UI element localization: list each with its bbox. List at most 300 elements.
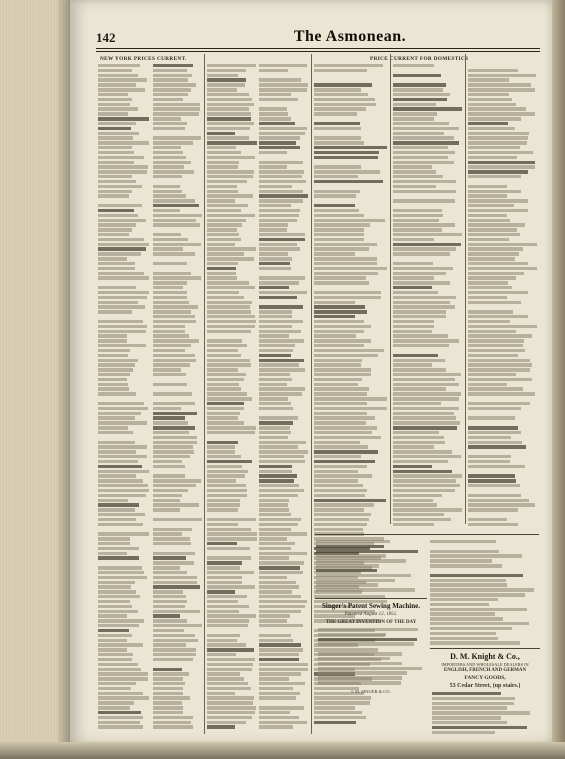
print-line xyxy=(259,330,301,333)
print-line xyxy=(153,643,186,646)
print-line xyxy=(393,204,441,207)
print-line xyxy=(98,619,144,622)
print-line xyxy=(207,305,250,308)
print-line xyxy=(98,223,136,226)
print-line xyxy=(98,441,135,444)
print-line xyxy=(259,305,303,308)
print-line xyxy=(314,69,367,72)
singer-ad-body xyxy=(318,628,424,686)
print-line xyxy=(153,117,181,120)
print-line xyxy=(430,554,522,557)
print-line xyxy=(259,262,290,265)
print-line xyxy=(207,470,248,473)
print-line xyxy=(207,170,254,173)
print-line xyxy=(468,402,530,405)
print-line xyxy=(259,363,299,366)
print-line xyxy=(430,588,534,591)
print-line xyxy=(207,508,238,511)
print-line xyxy=(98,687,131,690)
print-line xyxy=(98,363,135,366)
print-line xyxy=(430,545,517,548)
print-line xyxy=(207,223,242,226)
print-line xyxy=(393,450,452,453)
print-line xyxy=(314,296,381,299)
print-line xyxy=(98,392,136,395)
print-line xyxy=(314,696,371,699)
print-line xyxy=(393,209,442,212)
print-line xyxy=(468,194,507,197)
print-line xyxy=(98,402,144,405)
print-line xyxy=(393,407,459,410)
print-line xyxy=(207,532,257,535)
print-line xyxy=(314,204,355,207)
print-line xyxy=(393,161,454,164)
print-line xyxy=(318,642,414,645)
print-line xyxy=(259,629,301,632)
print-line xyxy=(153,721,191,724)
print-line xyxy=(432,716,501,719)
print-line xyxy=(98,552,127,555)
prices-column-1b xyxy=(153,64,202,730)
print-line xyxy=(259,257,292,260)
book-bottom-edge xyxy=(0,742,565,759)
print-line xyxy=(314,117,384,120)
print-line xyxy=(393,141,459,144)
print-line xyxy=(259,677,289,680)
print-line xyxy=(316,579,395,582)
print-line xyxy=(468,305,512,308)
print-line xyxy=(153,547,192,550)
print-line xyxy=(259,537,287,540)
print-line xyxy=(316,583,378,586)
print-line xyxy=(259,156,308,159)
print-line xyxy=(468,310,513,313)
print-line xyxy=(207,566,240,569)
print-line xyxy=(153,223,200,226)
print-line xyxy=(207,214,255,217)
print-line xyxy=(393,378,455,381)
print-line xyxy=(153,711,183,714)
print-line xyxy=(259,98,298,101)
print-line xyxy=(468,209,528,212)
print-line xyxy=(98,692,143,695)
print-line xyxy=(98,310,132,313)
print-line xyxy=(207,465,242,468)
print-line xyxy=(468,247,523,250)
print-line xyxy=(259,252,288,255)
print-line xyxy=(207,455,241,458)
print-line xyxy=(207,711,255,714)
print-line xyxy=(153,209,180,212)
print-line xyxy=(98,610,138,613)
print-line xyxy=(207,436,253,439)
print-line xyxy=(98,711,141,714)
print-line xyxy=(153,518,202,521)
print-line xyxy=(468,508,518,511)
print-line xyxy=(468,426,518,429)
print-line xyxy=(314,484,363,487)
singer-ad-patented: Patented August 12, 1851. xyxy=(344,612,398,617)
print-line xyxy=(153,238,188,241)
masthead-rule xyxy=(96,48,540,49)
print-line xyxy=(393,349,443,352)
print-line xyxy=(98,532,149,535)
print-line xyxy=(468,339,524,342)
print-line xyxy=(98,165,148,168)
print-line xyxy=(207,571,254,574)
ad-section-rule xyxy=(315,534,539,535)
print-line xyxy=(98,614,127,617)
print-line xyxy=(259,561,304,564)
print-line xyxy=(153,161,191,164)
print-line xyxy=(259,581,296,584)
print-line xyxy=(259,441,306,444)
print-line xyxy=(98,354,128,357)
print-line xyxy=(153,107,200,110)
print-line xyxy=(98,320,143,323)
print-line xyxy=(259,460,305,463)
singer-ad-invention: THE GREAT INVENTION OF THE DAY xyxy=(325,620,417,625)
print-line xyxy=(316,550,418,553)
print-line xyxy=(259,175,302,178)
print-line xyxy=(207,421,244,424)
print-line xyxy=(98,209,134,212)
print-line xyxy=(393,499,433,502)
print-line xyxy=(393,262,433,265)
print-line xyxy=(468,378,532,381)
print-line xyxy=(314,349,384,352)
print-line xyxy=(259,571,303,574)
print-line xyxy=(314,450,378,453)
print-line xyxy=(98,107,138,110)
print-line xyxy=(207,643,246,646)
print-line xyxy=(207,88,237,91)
print-line xyxy=(393,127,459,130)
print-line xyxy=(207,721,246,724)
print-line xyxy=(259,692,300,695)
print-line xyxy=(259,397,288,400)
print-line xyxy=(468,518,507,521)
print-line xyxy=(430,603,489,606)
print-line xyxy=(314,88,361,91)
print-line xyxy=(468,83,531,86)
print-line xyxy=(259,387,305,390)
print-line xyxy=(259,672,301,675)
print-line xyxy=(98,151,134,154)
print-line xyxy=(259,276,305,279)
print-line xyxy=(259,725,293,728)
print-line xyxy=(207,363,251,366)
print-line xyxy=(259,334,289,337)
print-line xyxy=(259,421,293,424)
print-line xyxy=(153,349,185,352)
print-line xyxy=(153,267,185,270)
print-line xyxy=(393,431,439,434)
print-line xyxy=(393,64,434,67)
print-line xyxy=(259,83,308,86)
print-line xyxy=(314,223,370,226)
print-line xyxy=(98,93,128,96)
print-line xyxy=(153,571,187,574)
print-line xyxy=(468,450,507,453)
print-line xyxy=(207,499,240,502)
print-line xyxy=(468,301,521,304)
print-line xyxy=(153,387,191,390)
print-line xyxy=(314,199,362,202)
print-line xyxy=(259,658,299,661)
print-line xyxy=(153,83,196,86)
print-line xyxy=(98,98,132,101)
print-line xyxy=(468,132,529,135)
print-line xyxy=(314,214,364,217)
print-line xyxy=(314,262,377,265)
print-line xyxy=(207,219,246,222)
print-line xyxy=(314,465,367,468)
print-line xyxy=(98,238,144,241)
print-line xyxy=(393,83,446,86)
print-line xyxy=(468,276,516,279)
print-line xyxy=(314,503,374,506)
prices-column-2b xyxy=(259,64,309,730)
print-line xyxy=(207,267,236,270)
print-line xyxy=(393,373,461,376)
print-line xyxy=(207,310,251,313)
print-line xyxy=(318,652,402,655)
print-line xyxy=(259,455,304,458)
print-line xyxy=(259,127,307,130)
print-line xyxy=(153,219,196,222)
print-line xyxy=(259,474,297,477)
print-line xyxy=(207,426,256,429)
print-line xyxy=(207,64,256,67)
print-line xyxy=(153,296,187,299)
print-line xyxy=(98,421,147,424)
print-line xyxy=(98,658,132,661)
print-line xyxy=(153,315,195,318)
print-line xyxy=(468,107,526,110)
print-line xyxy=(259,392,302,395)
print-line xyxy=(98,600,130,603)
print-line xyxy=(430,564,502,567)
print-line xyxy=(393,383,459,386)
print-line xyxy=(98,518,136,521)
print-line xyxy=(393,281,450,284)
print-line xyxy=(98,465,142,468)
print-line xyxy=(207,658,255,661)
print-line xyxy=(468,136,528,139)
print-line xyxy=(259,532,307,535)
print-line xyxy=(314,276,366,279)
print-line xyxy=(259,523,298,526)
print-line xyxy=(98,648,127,651)
print-line xyxy=(207,639,237,642)
print-line xyxy=(98,716,143,719)
print-line xyxy=(259,518,301,521)
print-line xyxy=(468,272,524,275)
print-line xyxy=(153,455,190,458)
print-line xyxy=(314,146,387,149)
print-line xyxy=(207,320,256,323)
print-line xyxy=(98,281,135,284)
print-line xyxy=(207,518,256,521)
print-line xyxy=(153,648,196,651)
print-line xyxy=(314,161,370,164)
print-line xyxy=(259,663,308,666)
print-line xyxy=(468,296,507,299)
print-line xyxy=(393,93,450,96)
print-line xyxy=(314,523,367,526)
print-line xyxy=(314,185,382,188)
print-line xyxy=(259,368,305,371)
print-line xyxy=(207,315,255,318)
print-line xyxy=(468,161,535,164)
print-line xyxy=(153,281,187,284)
print-line xyxy=(468,165,535,168)
print-line xyxy=(207,93,249,96)
print-line xyxy=(98,576,147,579)
print-line xyxy=(259,508,289,511)
print-line xyxy=(98,566,142,569)
print-line xyxy=(393,175,443,178)
print-line xyxy=(314,156,378,159)
print-line xyxy=(393,267,453,270)
print-line xyxy=(314,252,355,255)
print-line xyxy=(98,663,138,666)
print-line xyxy=(314,272,378,275)
notice-text-block xyxy=(430,540,538,646)
column-rule xyxy=(465,54,466,524)
print-line xyxy=(468,180,512,183)
print-line xyxy=(314,711,362,714)
print-line xyxy=(314,320,364,323)
print-line xyxy=(314,421,366,424)
print-line xyxy=(153,397,197,400)
print-line xyxy=(393,88,443,91)
print-line xyxy=(98,180,136,183)
print-line xyxy=(314,238,364,241)
print-line xyxy=(468,465,525,468)
print-line xyxy=(393,228,442,231)
print-line xyxy=(259,484,299,487)
print-line xyxy=(393,146,448,149)
print-line xyxy=(207,629,248,632)
print-line xyxy=(153,590,183,593)
print-line xyxy=(153,653,196,656)
print-line xyxy=(98,175,132,178)
print-line xyxy=(393,190,456,193)
print-line xyxy=(468,103,516,106)
print-line xyxy=(314,175,358,178)
print-line xyxy=(98,412,141,415)
print-line xyxy=(259,247,300,250)
print-line xyxy=(98,214,138,217)
print-line xyxy=(259,281,299,284)
print-line xyxy=(259,566,300,569)
print-line xyxy=(430,540,496,543)
print-line xyxy=(259,161,303,164)
print-line xyxy=(207,127,250,130)
print-line xyxy=(259,325,292,328)
print-line xyxy=(98,83,136,86)
print-line xyxy=(430,569,503,572)
print-line xyxy=(430,583,507,586)
print-line xyxy=(98,161,134,164)
print-line xyxy=(153,610,200,613)
print-line xyxy=(98,416,135,419)
print-line xyxy=(468,479,516,482)
print-line xyxy=(153,585,200,588)
print-line xyxy=(430,574,523,577)
print-line xyxy=(259,170,304,173)
print-line xyxy=(98,639,127,642)
print-line xyxy=(98,479,143,482)
print-line xyxy=(153,98,183,101)
print-line xyxy=(259,696,296,699)
print-line xyxy=(259,132,305,135)
print-line xyxy=(393,315,446,318)
print-line xyxy=(314,132,361,135)
print-line xyxy=(153,600,187,603)
print-line xyxy=(98,696,149,699)
print-line xyxy=(98,624,139,627)
print-line xyxy=(98,426,128,429)
print-line xyxy=(430,598,498,601)
print-line xyxy=(314,402,367,405)
print-line xyxy=(259,585,299,588)
print-line xyxy=(207,373,246,376)
print-line xyxy=(393,214,443,217)
print-line xyxy=(314,267,387,270)
print-line xyxy=(259,185,292,188)
print-line xyxy=(153,658,193,661)
print-line xyxy=(468,441,522,444)
print-line xyxy=(98,672,148,675)
print-line xyxy=(318,657,390,660)
print-line xyxy=(432,692,501,695)
print-line xyxy=(207,585,255,588)
print-line xyxy=(468,151,533,154)
print-line xyxy=(207,98,252,101)
print-line xyxy=(98,349,130,352)
print-line xyxy=(259,711,290,714)
print-line xyxy=(393,291,438,294)
print-line xyxy=(153,78,188,81)
print-line xyxy=(393,122,449,125)
print-line xyxy=(98,276,149,279)
print-line xyxy=(153,436,197,439)
print-line xyxy=(207,605,249,608)
print-line xyxy=(314,170,380,173)
print-line xyxy=(468,291,528,294)
print-line xyxy=(259,214,299,217)
prices-current-heading: NEW YORK PRICES CURRENT. xyxy=(100,56,187,62)
print-line xyxy=(314,286,355,289)
print-line xyxy=(153,445,193,448)
print-line xyxy=(318,681,401,684)
print-line xyxy=(98,585,131,588)
print-line xyxy=(207,460,252,463)
print-line xyxy=(207,175,253,178)
print-line xyxy=(153,479,201,482)
print-line xyxy=(468,175,521,178)
print-line xyxy=(153,165,184,168)
print-line xyxy=(207,561,242,564)
print-line xyxy=(468,98,512,101)
print-line xyxy=(314,165,361,168)
print-line xyxy=(259,199,303,202)
print-line xyxy=(153,373,186,376)
print-line xyxy=(393,397,459,400)
